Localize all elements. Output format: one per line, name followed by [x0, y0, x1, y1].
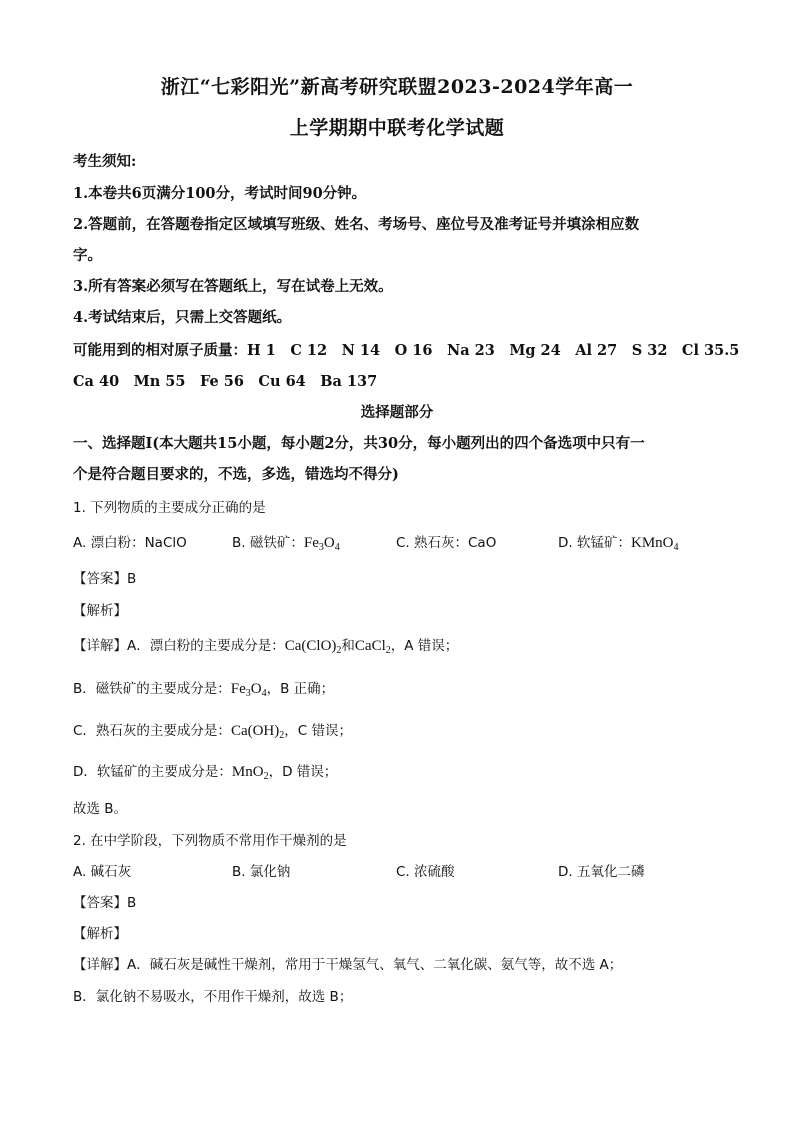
notice-item-2b: 字。 [73, 247, 102, 264]
q1-option-b-label: B. 磁铁矿： [232, 535, 304, 551]
q1-option-b-formula [304, 535, 340, 551]
q1-option-c: C. 熟石灰：CaO [396, 535, 497, 551]
notice-item-1: 1.本卷共6页满分100分，考试时间90分钟。 [73, 185, 367, 202]
formula-part: Ca(ClO) [284, 638, 337, 654]
q1-answer: 【答案】B [73, 571, 137, 587]
q2-option-c: C. 浓硫酸 [396, 864, 455, 880]
formula-subscript: 4 [261, 688, 267, 699]
q1-detail-d [73, 760, 337, 781]
formula [232, 764, 269, 780]
q1-detail-b [73, 677, 334, 698]
q2-detail-a: 【详解】A．碱石灰是碱性干燥剂，常用于干燥氢气、氧气、二氧化碳、氨气等，故不选 A； [73, 957, 623, 973]
q1-stem: 1. 下列物质的主要成分正确的是 [73, 500, 266, 516]
formula-subscript: 2 [279, 730, 285, 741]
formula-subscript: 4 [673, 542, 679, 553]
part1-instructions-line1: 一、选择题Ⅰ(本大题共15小题，每小题2分，共30分，每小题列出的四个备选项中只有一 [73, 435, 645, 452]
exam-title-line2: 上学期期中联考化学试题 [289, 117, 505, 139]
notice-item-3: 3.所有答案必须写在答题纸上，写在试卷上无效。 [73, 278, 393, 295]
q2-option-d: D. 五氧化二磷 [558, 864, 645, 880]
q1-detail-c [73, 719, 352, 740]
formula-subscript: 4 [334, 542, 340, 553]
formula-part: O [323, 535, 335, 551]
q1-detail-a [73, 634, 458, 655]
q1-option-a: A. 漂白粉：NaClO [73, 535, 187, 551]
formula [231, 681, 267, 697]
q2-analysis-label: 【解析】 [73, 926, 127, 942]
formula-part: KMnO [630, 535, 674, 551]
formula [355, 638, 391, 654]
formula-part: MnO [231, 764, 264, 780]
notice-heading: 考生须知: [73, 153, 137, 170]
formula-part: O [250, 681, 262, 697]
q1-option-d-formula [631, 535, 679, 551]
text-segment: ，D 错误； [268, 764, 338, 780]
atomic-mass-line1: 可能用到的相对原子质量：H 1 C 12 N 14 O 16 Na 23 Mg 24 Al 27 S 32 Cl 35.5 [73, 342, 740, 359]
text-segment: 和 [341, 638, 355, 654]
formula-part: Fe [303, 535, 319, 551]
q1-option-d [558, 531, 679, 552]
formula-part: Fe [230, 681, 246, 697]
q2-option-b: B. 氯化钠 [232, 864, 291, 880]
formula [231, 723, 284, 739]
formula [285, 638, 342, 654]
exam-title-line1: 浙江“七彩阳光”新高考研究联盟2023-2024学年高一 [160, 76, 634, 98]
atomic-mass-line2: Ca 40 Mn 55 Fe 56 Cu 64 Ba 137 [73, 373, 378, 390]
notice-item-2a: 2.答题前，在答题卷指定区域填写班级、姓名、考场号、座位号及准考证号并填涂相应数 [73, 216, 640, 233]
text-segment: ，B 正确； [266, 681, 335, 697]
text-segment: C．熟石灰的主要成分是： [73, 723, 231, 739]
text-segment: 【详解】A．漂白粉的主要成分是： [73, 638, 285, 654]
text-segment: D．软锰矿的主要成分是： [73, 764, 232, 780]
section-title: 选择题部分 [360, 404, 434, 421]
text-segment: ，C 错误； [284, 723, 352, 739]
q2-option-a: A. 碱石灰 [73, 864, 132, 880]
formula-subscript: 2 [385, 645, 391, 656]
text-segment: B．磁铁矿的主要成分是： [73, 681, 231, 697]
q1-conclusion: 故选 B。 [73, 801, 128, 817]
q1-option-b [232, 531, 340, 552]
formula-subscript: 2 [263, 771, 269, 782]
formula-subscript: 3 [318, 542, 324, 553]
q1-analysis-label: 【解析】 [73, 603, 127, 619]
notice-item-4: 4.考试结束后，只需上交答题纸。 [73, 309, 292, 326]
text-segment: ，A 错误； [390, 638, 459, 654]
formula-subscript: 2 [336, 645, 342, 656]
q2-answer: 【答案】B [73, 895, 137, 911]
formula-part: Ca(OH) [230, 723, 280, 739]
formula-subscript: 3 [245, 688, 251, 699]
q2-detail-b: B．氯化钠不易吸水，不用作干燥剂，故选 B； [73, 989, 353, 1005]
q2-stem: 2. 在中学阶段，下列物质不常用作干燥剂的是 [73, 833, 347, 849]
part1-instructions-line2: 个是符合题目要求的，不选，多选，错选均不得分) [73, 466, 399, 483]
q1-option-d-label: D. 软锰矿： [558, 535, 631, 551]
formula-part: CaCl [354, 638, 386, 654]
